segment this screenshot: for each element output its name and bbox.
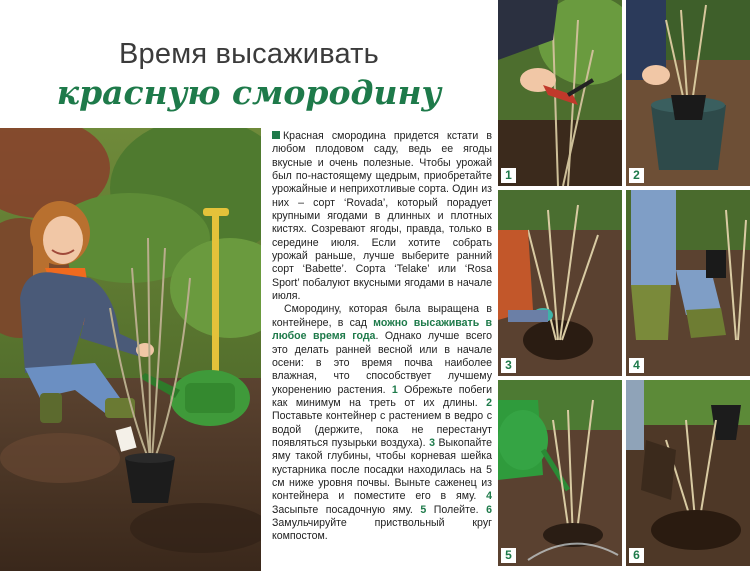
article-body	[272, 130, 492, 544]
step-badge-2: 2	[629, 168, 644, 183]
step-text: Выкопайте яму такой глубины, чтобы корневая шейка кустарника после посадки находилась на 5 см ниже уровня почвы. Выньте саженец из контейнера и поместите его в яму.	[272, 436, 492, 503]
step-number: 2	[486, 396, 492, 409]
step-photo-grid	[498, 0, 750, 571]
p2-end-text: . Однако лучше всего это делать ранней весной или в начале осени: в это время почва наиболее влажная, что способствует лучшему укоренению растения.	[272, 330, 493, 396]
step-photo-6	[626, 380, 750, 566]
step-photo-3	[498, 190, 622, 376]
article-paragraph-2	[272, 303, 492, 543]
step-badge-6: 6	[629, 548, 644, 563]
bullet-square-icon	[272, 131, 280, 139]
step-text: Замульчируйте приствольный круг компостом.	[272, 516, 492, 543]
step-photo-5	[498, 380, 622, 566]
step-number: 6	[486, 503, 492, 516]
article-paragraph-1	[272, 130, 492, 303]
step-photo-1	[498, 0, 622, 186]
intro-text: Красная смородина придется кстати в любом плодовом саду, ведь ее ягоды вкусные и очень полезные. Чтобы урожай был по-настоящему щедрым, приобретайте урожайные и неприхотливые сорта. Один из них – сорт ‘Rovada’, который порадует крупными ягодами в длинных и плотных кистях. Созревают ягоды, правда, только в середине июля. Если хотите собрать урожай раньше, лучше выберите ранний сорт ‘Babette’. Сорта ‘Telake’ или ‘Rosa Sport’ побалуют вкусными ягодами в начале июля.	[272, 130, 492, 303]
highlight-text: можно высаживать в любое время года	[272, 316, 492, 343]
title-line-1: Время высаживать	[119, 38, 379, 70]
step-badge-4: 4	[629, 358, 644, 373]
step-number: 1	[391, 383, 398, 396]
step-badge-1: 1	[501, 168, 516, 183]
step-photo-4	[626, 190, 750, 376]
step-number: 5	[420, 503, 427, 516]
title-line-2: красную смородину	[56, 73, 442, 112]
step-badge-5: 5	[501, 548, 516, 563]
p2-start-text: Смородину, которая была выращена в контейнере, в сад	[272, 303, 492, 329]
main-photo-woman-planting	[0, 128, 261, 571]
step-number: 4	[486, 490, 492, 503]
step-text: Полейте.	[426, 503, 479, 516]
article-title	[0, 38, 498, 112]
step-text: Засыпьте посадочную яму.	[272, 503, 413, 516]
step-text: Поставьте контейнер с растением в ведро с водой (держите, пока не перестанут появляться пузырьки воздуха).	[272, 410, 492, 449]
step-number: 3	[429, 436, 435, 449]
step-badge-3: 3	[501, 358, 516, 373]
step-text: Обрежьте побеги как минимум на треть от их длины.	[272, 383, 492, 409]
step-photo-2	[626, 0, 750, 186]
